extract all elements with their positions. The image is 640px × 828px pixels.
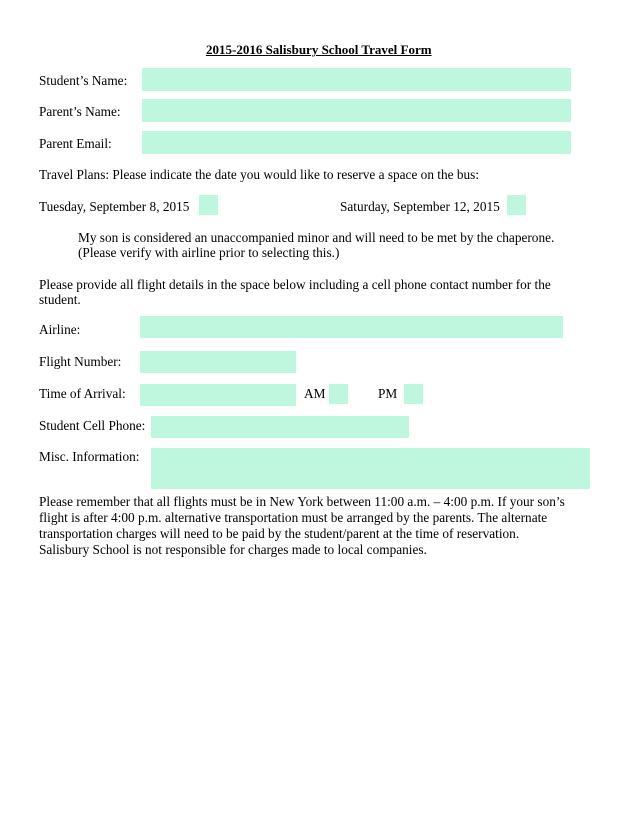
note-line-2: flight is after 4:00 p.m. alternative transportation must be arranged by the parents. The alternate (39, 510, 548, 525)
minor-statement-line-1: My son is considered an unaccompanied minor and will need to be met by the chaperone. (78, 230, 555, 245)
flight-number-label: Flight Number: (39, 354, 122, 369)
student-cell-label: Student Cell Phone: (39, 418, 146, 433)
airline-input[interactable] (140, 316, 563, 338)
parent-email-label: Parent Email: (39, 136, 112, 151)
misc-info-label: Misc. Information: (39, 449, 140, 464)
travel-plans-prompt: Travel Plans: Please indicate the date you would like to reserve a space on the bus: (39, 167, 480, 182)
student-name-input[interactable] (142, 68, 571, 91)
date-option-2-label: Saturday, September 12, 2015 (340, 199, 500, 214)
parent-name-input[interactable] (142, 99, 571, 122)
note-line-3: transportation charges will need to be paid by the student/parent at the time of reservation. (39, 526, 520, 541)
flight-number-input[interactable] (140, 351, 296, 373)
note-line-4: Salisbury School is not responsible for charges made to local companies. (39, 542, 427, 557)
parent-name-label: Parent’s Name: (39, 104, 121, 119)
am-checkbox[interactable] (329, 384, 348, 404)
date-option-1-checkbox[interactable] (199, 195, 218, 215)
am-label: AM (304, 386, 326, 401)
date-option-1-label: Tuesday, September 8, 2015 (39, 199, 190, 214)
note-line-1: Please remember that all flights must be in New York between 11:00 a.m. – 4:00 p.m. If your son’s (39, 494, 565, 509)
airline-label: Airline: (39, 322, 81, 337)
arrival-time-label: Time of Arrival: (39, 386, 126, 401)
student-name-label: Student’s Name: (39, 73, 128, 88)
student-cell-input[interactable] (151, 416, 409, 438)
misc-info-textarea[interactable] (151, 448, 590, 489)
flight-intro-line-2: student. (39, 292, 81, 307)
arrival-time-input[interactable] (140, 384, 296, 406)
flight-intro-line-1: Please provide all flight details in the space below including a cell phone contact number for the (39, 277, 551, 292)
page-title: 2015-2016 Salisbury School Travel Form (206, 42, 432, 57)
pm-checkbox[interactable] (404, 384, 423, 404)
minor-statement-line-2: (Please verify with airline prior to selecting this.) (78, 245, 340, 260)
parent-email-input[interactable] (142, 131, 571, 154)
date-option-2-checkbox[interactable] (507, 195, 526, 215)
pm-label: PM (378, 386, 398, 401)
